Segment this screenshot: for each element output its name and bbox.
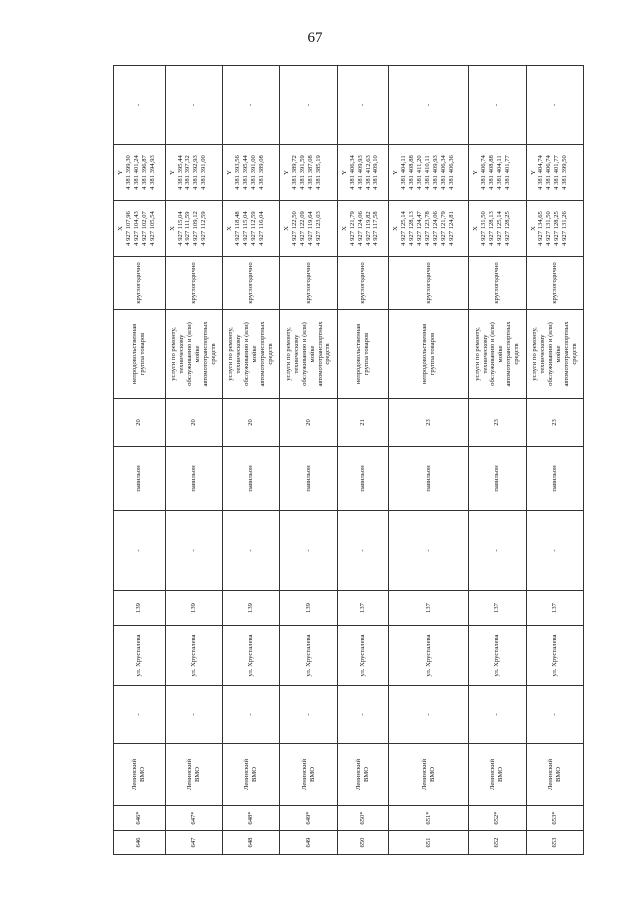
scheme-number: 651*	[389, 806, 469, 831]
placement-table	[113, 65, 584, 855]
area-cell: 21	[337, 399, 389, 447]
coordinate-value: 4 381 391,00	[249, 155, 257, 190]
street-cell: ул. Хрусталева	[223, 626, 280, 686]
area-cell: 23	[469, 399, 526, 447]
extra-cell: -	[165, 511, 222, 591]
house-number-cell: 137	[469, 591, 526, 626]
coordinate-value: 4 927 122,50	[291, 211, 299, 246]
street-cell: ул. Хрусталева	[469, 626, 526, 686]
period-cell: круглогодично	[165, 257, 222, 310]
x-coordinates-cell	[389, 201, 469, 257]
specialization-cell: услуги по ремонту, техническому обслуживанию и (или) мойке автомототранспортных средств	[526, 310, 583, 399]
y-coordinates-cell	[337, 145, 389, 201]
period-cell: круглогодично	[389, 257, 469, 310]
landmark-cell: -	[223, 686, 280, 744]
y-coordinates-cell	[165, 145, 222, 201]
page-number: 67	[307, 30, 323, 46]
specialization-cell: непродовольственная группа товаров	[114, 310, 166, 399]
landmark-cell: -	[389, 686, 469, 744]
y-coordinates-cell	[114, 145, 166, 201]
specialization-cell: услуги по ремонту, техническому обслуживанию и (или) мойке автомототранспортных средств	[223, 310, 280, 399]
coordinate-value: 4 381 395,44	[176, 155, 184, 190]
table-body	[114, 66, 584, 855]
coordinate-value: Y	[117, 170, 124, 175]
coordinate-value: 4 381 406,34	[348, 155, 356, 190]
y-coordinates-cell	[280, 145, 337, 201]
x-coordinates-cell	[223, 201, 280, 257]
coordinate-value: 4 927 128,25	[503, 211, 511, 246]
coordinate-value: 4 381 389,72	[291, 155, 299, 190]
landmark-cell: -	[337, 686, 389, 744]
extra-cell: -	[114, 511, 166, 591]
coordinate-value: 4 927 124,47	[416, 211, 424, 246]
street-cell: ул. Хрусталева	[526, 626, 583, 686]
object-type-cell: павильон	[280, 447, 337, 511]
specialization-cell: услуги по ремонту, техническому обслуживанию и (или) мойке автомототранспортных средств	[280, 310, 337, 399]
period-cell: круглогодично	[223, 257, 280, 310]
x-coordinates-cell	[337, 201, 389, 257]
coordinate-value: 4 927 119,82	[364, 211, 372, 246]
coordinate-value: 4 381 406,74	[480, 155, 488, 190]
district-cell: Ленинский ВМО	[337, 744, 389, 806]
coordinate-value: 4 927 112,59	[200, 211, 208, 246]
district-cell: Ленинский ВМО	[223, 744, 280, 806]
coordinate-value: 4 927 116,04	[257, 211, 265, 246]
coordinate-value: 4 381 395,44	[241, 155, 249, 190]
coordinate-value: 4 381 387,08	[307, 155, 315, 190]
coordinate-value: 4 927 115,04	[176, 211, 184, 246]
object-type-cell: павильон	[223, 447, 280, 511]
coordinate-value: 4 381 401,77	[503, 155, 511, 190]
coordinate-value: 4 381 411,20	[416, 155, 424, 190]
coordinate-value: Y	[529, 170, 537, 175]
district-cell: Ленинский ВМО	[114, 744, 166, 806]
house-number-cell: 139	[114, 591, 166, 626]
coordinate-value: 4 927 121,79	[348, 211, 356, 246]
extra-cell: -	[337, 511, 389, 591]
district-cell: Ленинский ВМО	[469, 744, 526, 806]
row-number: 653	[526, 831, 583, 855]
row-number: 652	[469, 831, 526, 855]
coordinate-value: 4 381 401,24	[132, 155, 140, 190]
row-number: 650	[337, 831, 389, 855]
street-cell: ул. Хрусталева	[337, 626, 389, 686]
coordinate-value: 4 381 391,00	[200, 155, 208, 190]
coordinate-value: 4 927 107,96	[124, 211, 132, 246]
coordinate-value: 4 927 105,54	[148, 211, 156, 246]
object-type-cell: павильон	[337, 447, 389, 511]
coordinate-value: 4 381 401,77	[553, 155, 561, 190]
scheme-number: 652*	[469, 806, 526, 831]
table-row	[165, 66, 222, 855]
street-cell: ул. Хрусталева	[165, 626, 222, 686]
house-number-cell: 139	[165, 591, 222, 626]
x-coordinates-cell	[114, 201, 166, 257]
table-row	[223, 66, 280, 855]
period-cell: круглогодично	[469, 257, 526, 310]
coordinate-value: 4 381 389,08	[257, 155, 265, 190]
area-cell: 20	[223, 399, 280, 447]
coordinate-value: 4 381 391,59	[299, 155, 307, 190]
x-coordinates-cell	[280, 201, 337, 257]
period-cell: круглогодично	[114, 257, 166, 310]
street-cell: ул. Хрусталева	[280, 626, 337, 686]
area-cell: 20	[280, 399, 337, 447]
house-number-cell: 137	[337, 591, 389, 626]
specialization-cell: непродовольственная группа товаров	[337, 310, 389, 399]
area-cell: 23	[389, 399, 469, 447]
coordinate-value: 4 927 102,07	[140, 211, 148, 246]
district-cell: Ленинский ВМО	[165, 744, 222, 806]
note-cell: -	[526, 66, 583, 145]
coordinate-value: X	[340, 226, 348, 231]
coordinate-value: 4 381 409,10	[372, 155, 380, 190]
street-cell: ул. Хрусталева	[114, 626, 166, 686]
landmark-cell: -	[469, 686, 526, 744]
coordinate-value: 4 927 122,09	[299, 211, 307, 246]
area-cell: 20	[114, 399, 166, 447]
x-coordinates-cell	[165, 201, 222, 257]
table-row	[469, 66, 526, 855]
coordinate-value: 4 927 109,12	[192, 211, 200, 246]
object-type-cell: павильон	[114, 447, 166, 511]
coordinate-value: 4 381 408,88	[487, 155, 495, 190]
note-cell: -	[337, 66, 389, 145]
coordinate-value: 4 381 393,56	[233, 155, 241, 190]
scheme-number: 653*	[526, 806, 583, 831]
house-number-cell: 137	[389, 591, 469, 626]
specialization-cell: услуги по ремонту, техническому обслуживанию и (или) мойке автомототранспортных средств	[165, 310, 222, 399]
landmark-cell: -	[114, 686, 166, 744]
x-coordinates-cell	[469, 201, 526, 257]
scheme-number: 647*	[165, 806, 222, 831]
specialization-cell: непродовольственная группа товаров	[389, 310, 469, 399]
coordinate-value: 4 381 404,11	[495, 155, 503, 190]
coordinate-value: 4 381 409,93	[356, 155, 364, 190]
coordinate-value: 4 927 123,03	[315, 211, 323, 246]
coordinate-value: 4 381 404,11	[400, 155, 408, 190]
area-cell: 20	[165, 399, 222, 447]
coordinate-value: Y	[168, 170, 176, 175]
coordinate-value: 4 927 124,06	[356, 211, 364, 246]
coordinate-value: X	[529, 226, 537, 231]
coordinate-value: 4 381 406,74	[545, 155, 553, 190]
y-coordinates-cell	[389, 145, 469, 201]
row-number: 646	[114, 831, 166, 855]
extra-cell: -	[280, 511, 337, 591]
coordinate-value: 4 927 131,50	[480, 211, 488, 246]
scheme-number: 648*	[223, 806, 280, 831]
table-row	[337, 66, 389, 855]
house-number-cell: 137	[526, 591, 583, 626]
note-cell: -	[280, 66, 337, 145]
coordinate-value: 4 927 115,04	[241, 211, 249, 246]
note-cell: -	[223, 66, 280, 145]
object-type-cell: павильон	[469, 447, 526, 511]
coordinate-value: 4 381 406,36	[447, 155, 455, 190]
scheme-number: 650*	[337, 806, 389, 831]
extra-cell: -	[223, 511, 280, 591]
period-cell: круглогодично	[280, 257, 337, 310]
note-cell: -	[114, 66, 166, 145]
coordinate-value: 4 927 125,14	[400, 211, 408, 246]
coordinate-value: 4 927 124,81	[447, 211, 455, 246]
table-row	[114, 66, 166, 855]
object-type-cell: павильон	[165, 447, 222, 511]
district-cell: Ленинский ВМО	[526, 744, 583, 806]
coordinate-value: 4 927 131,26	[561, 211, 569, 246]
coordinate-value: 4 381 399,30	[124, 155, 132, 190]
y-coordinates-cell	[526, 145, 583, 201]
coordinate-value: X	[283, 226, 291, 231]
coordinate-value: Y	[472, 170, 480, 175]
coordinate-value: 4 381 410,11	[424, 155, 432, 190]
coordinate-value: 4 381 397,32	[184, 155, 192, 190]
table-row	[526, 66, 583, 855]
note-cell: -	[469, 66, 526, 145]
street-cell: ул. Хрусталева	[389, 626, 469, 686]
extra-cell: -	[389, 511, 469, 591]
coordinate-value: 4 381 404,74	[537, 155, 545, 190]
coordinate-value: 4 927 134,65	[537, 211, 545, 246]
object-type-cell: павильон	[526, 447, 583, 511]
coordinate-value: X	[168, 226, 176, 231]
coordinate-value: 4 927 104,43	[132, 211, 140, 246]
coordinate-value: 4 381 409,93	[431, 155, 439, 190]
coordinate-value: 4 381 385,19	[315, 155, 323, 190]
period-cell: круглогодично	[526, 257, 583, 310]
specialization-cell: услуги по ремонту, техническому обслуживанию и (или) мойке автомототранспортных средств	[469, 310, 526, 399]
coordinate-value: X	[472, 226, 480, 231]
landmark-cell: -	[165, 686, 222, 744]
coordinate-value: 4 927 118,48	[233, 211, 241, 246]
coordinate-value: 4 381 392,93	[192, 155, 200, 190]
house-number-cell: 139	[223, 591, 280, 626]
scheme-number: 649*	[280, 806, 337, 831]
coordinate-value: Y	[226, 170, 233, 175]
x-coordinates-cell	[526, 201, 583, 257]
extra-cell: -	[469, 511, 526, 591]
landmark-cell: -	[280, 686, 337, 744]
coordinate-value: 4 927 111,59	[184, 211, 192, 246]
district-cell: Ленинский ВМО	[389, 744, 469, 806]
y-coordinates-cell	[223, 145, 280, 201]
object-type-cell: павильон	[389, 447, 469, 511]
coordinate-value: 4 927 131,50	[545, 211, 553, 246]
coordinate-value: X	[226, 226, 233, 231]
coordinate-value: 4 927 117,58	[372, 211, 380, 246]
coordinate-value: Y	[392, 170, 400, 175]
coordinate-value: 4 927 128,13	[487, 211, 495, 246]
coordinate-value: 4 381 399,50	[561, 155, 569, 190]
note-cell: -	[389, 66, 469, 145]
coordinate-value: 4 381 396,87	[140, 155, 148, 190]
coordinate-value: Y	[283, 170, 291, 175]
area-cell: 23	[526, 399, 583, 447]
extra-cell: -	[526, 511, 583, 591]
row-number: 651	[389, 831, 469, 855]
row-number: 649	[280, 831, 337, 855]
house-number-cell: 139	[280, 591, 337, 626]
coordinate-value: 4 927 121,79	[439, 211, 447, 246]
coordinate-value: 4 381 412,63	[364, 155, 372, 190]
note-cell: -	[165, 66, 222, 145]
coordinate-value: 4 927 119,64	[307, 211, 315, 246]
coordinate-value: 4 381 408,88	[408, 155, 416, 190]
scheme-number: 646*	[114, 806, 166, 831]
table-row	[280, 66, 337, 855]
coordinate-value: 4 927 128,13	[408, 211, 416, 246]
coordinate-value: 4 927 112,59	[249, 211, 257, 246]
coordinate-value: 4 927 125,14	[495, 211, 503, 246]
coordinate-value: X	[117, 226, 124, 231]
coordinate-value: 4 381 394,93	[148, 155, 156, 190]
coordinate-value: 4 927 123,78	[424, 211, 432, 246]
coordinate-value: 4 381 406,34	[439, 155, 447, 190]
landmark-cell: -	[526, 686, 583, 744]
coordinate-value: 4 927 128,25	[553, 211, 561, 246]
coordinate-value: 4 927 124,06	[431, 211, 439, 246]
table-row	[389, 66, 469, 855]
row-number: 648	[223, 831, 280, 855]
y-coordinates-cell	[469, 145, 526, 201]
district-cell: Ленинский ВМО	[280, 744, 337, 806]
row-number: 647	[165, 831, 222, 855]
coordinate-value: X	[392, 226, 400, 231]
table-frame	[113, 66, 584, 855]
period-cell: круглогодично	[337, 257, 389, 310]
coordinate-value: Y	[340, 170, 348, 175]
